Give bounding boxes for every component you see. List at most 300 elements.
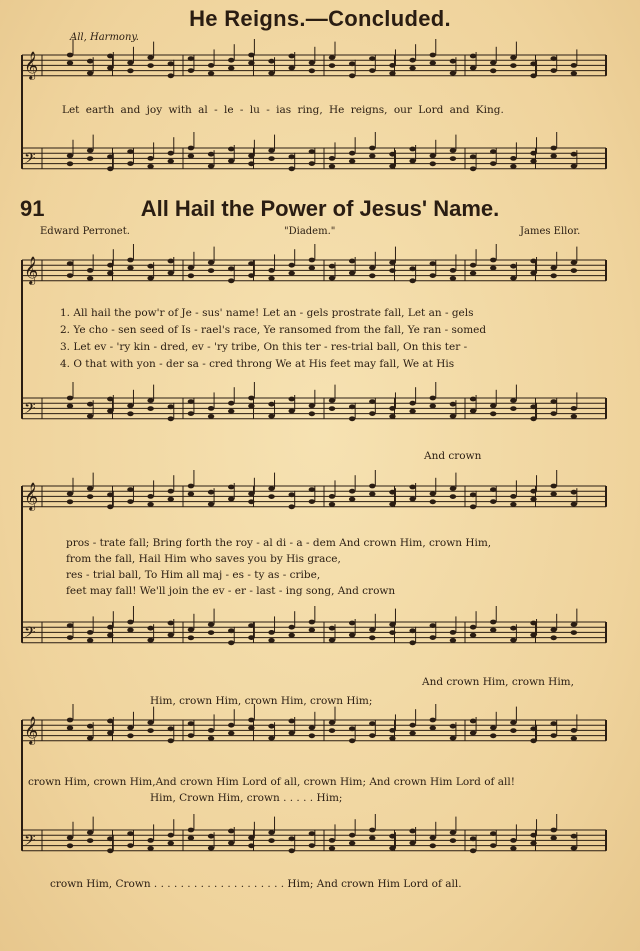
notehead xyxy=(67,491,73,496)
notehead xyxy=(147,846,153,851)
verse-line-2: 2. Ye cho - sen seed of Is - rael's race, Ye ransomed from the fall, Ye ran - somed xyxy=(60,324,487,336)
notehead xyxy=(309,487,315,492)
notehead xyxy=(208,622,214,627)
notehead xyxy=(168,271,174,276)
notehead xyxy=(510,494,516,499)
treble-clef-icon: 𝄞 xyxy=(24,256,39,284)
notehead xyxy=(228,401,234,406)
notehead xyxy=(510,398,516,403)
notehead xyxy=(188,492,194,497)
notehead xyxy=(490,68,496,73)
notehead xyxy=(470,633,476,638)
notehead xyxy=(550,399,556,404)
notehead xyxy=(188,146,194,151)
notehead xyxy=(329,638,335,643)
notehead xyxy=(430,718,436,723)
treble-clef-icon: 𝄞 xyxy=(24,482,39,510)
notehead xyxy=(510,502,516,507)
notehead xyxy=(228,723,234,728)
notehead xyxy=(510,626,516,631)
notehead xyxy=(530,151,536,156)
notehead xyxy=(530,61,536,66)
notehead xyxy=(127,628,133,633)
notehead xyxy=(248,623,254,628)
notehead xyxy=(248,61,254,66)
notehead xyxy=(188,721,194,726)
notehead xyxy=(510,276,516,281)
notehead xyxy=(369,411,375,416)
author: Edward Perronet. xyxy=(40,226,130,237)
notehead xyxy=(369,492,375,497)
notehead xyxy=(127,258,133,263)
notehead xyxy=(430,273,436,278)
verse2-line-3: res - trial ball, To Him all maj - es - ty as - cribe, xyxy=(66,569,321,581)
notehead xyxy=(67,161,73,166)
notehead xyxy=(369,273,375,278)
notehead xyxy=(430,835,436,840)
notehead xyxy=(571,846,577,851)
verse2-line-1: pros - trate fall; Bring forth the roy - al di - a - dem And crown Him, crown Him, xyxy=(66,537,492,549)
notehead xyxy=(147,626,153,631)
notehead xyxy=(430,499,436,504)
notehead xyxy=(470,504,476,509)
notehead xyxy=(369,836,375,841)
notehead xyxy=(490,843,496,848)
notehead xyxy=(430,491,436,496)
notehead xyxy=(430,153,436,158)
notehead xyxy=(107,731,113,736)
notehead xyxy=(309,266,315,271)
notehead xyxy=(510,638,516,643)
notehead xyxy=(510,164,516,169)
notehead xyxy=(571,834,577,839)
notehead xyxy=(389,164,395,169)
notehead xyxy=(450,736,456,741)
notehead xyxy=(228,497,234,502)
notehead xyxy=(228,628,234,633)
notehead xyxy=(389,406,395,411)
notehead xyxy=(67,273,73,278)
notehead xyxy=(248,273,254,278)
notehead xyxy=(288,731,294,736)
notehead xyxy=(450,724,456,729)
notehead xyxy=(268,71,274,76)
notehead xyxy=(107,719,113,724)
notehead xyxy=(349,833,355,838)
notehead xyxy=(329,494,335,499)
notehead xyxy=(430,623,436,628)
notehead xyxy=(389,414,395,419)
notehead xyxy=(248,53,254,58)
notehead xyxy=(329,63,335,68)
notehead xyxy=(571,728,577,733)
notehead xyxy=(127,266,133,271)
notehead xyxy=(550,68,556,73)
notehead xyxy=(550,411,556,416)
verse-line-4: 4. O that with yon - der sa - cred throng We at His feet may fall, We at His xyxy=(60,358,455,370)
notehead xyxy=(409,731,415,736)
notehead xyxy=(571,71,577,76)
notehead xyxy=(490,499,496,504)
notehead xyxy=(369,635,375,640)
notehead xyxy=(490,487,496,492)
notehead xyxy=(369,828,375,833)
notehead xyxy=(228,841,234,846)
notehead xyxy=(389,490,395,495)
notehead xyxy=(510,55,516,60)
notehead xyxy=(208,268,214,273)
notehead xyxy=(67,404,73,409)
notehead xyxy=(188,411,194,416)
notehead xyxy=(87,402,93,407)
notehead xyxy=(208,728,214,733)
notehead xyxy=(288,848,294,853)
notehead xyxy=(147,264,153,269)
notehead xyxy=(127,733,133,738)
notehead xyxy=(389,502,395,507)
notehead xyxy=(389,268,395,273)
notehead xyxy=(87,830,93,835)
notehead xyxy=(430,843,436,848)
notehead xyxy=(470,66,476,71)
notehead xyxy=(107,409,113,414)
notehead xyxy=(309,411,315,416)
notehead xyxy=(430,53,436,58)
notehead xyxy=(510,838,516,843)
notehead xyxy=(309,620,315,625)
notehead xyxy=(369,56,375,61)
notehead xyxy=(550,154,556,159)
notehead xyxy=(228,485,234,490)
notehead xyxy=(67,718,73,723)
notehead xyxy=(228,159,234,164)
notehead xyxy=(329,838,335,843)
notehead xyxy=(67,499,73,504)
notehead xyxy=(188,484,194,489)
notehead xyxy=(188,273,194,278)
hymn-number: 91 xyxy=(20,196,45,221)
notehead xyxy=(369,484,375,489)
notehead xyxy=(127,411,133,416)
notehead xyxy=(329,720,335,725)
notehead xyxy=(268,638,274,643)
notehead xyxy=(470,409,476,414)
notehead xyxy=(248,396,254,401)
notehead xyxy=(329,728,335,733)
notehead xyxy=(510,156,516,161)
notehead xyxy=(490,620,496,625)
notehead xyxy=(147,55,153,60)
notehead xyxy=(248,718,254,723)
notehead xyxy=(349,497,355,502)
notehead xyxy=(510,846,516,851)
alto-cue-4: Him, Crown Him, crown . . . . . Him; xyxy=(150,792,343,804)
notehead xyxy=(571,63,577,68)
notehead xyxy=(530,633,536,638)
notehead xyxy=(208,846,214,851)
notehead xyxy=(450,630,456,635)
notehead xyxy=(208,502,214,507)
notehead xyxy=(571,622,577,627)
notehead xyxy=(208,63,214,68)
notehead xyxy=(309,843,315,848)
notehead xyxy=(188,56,194,61)
notehead xyxy=(349,159,355,164)
notehead xyxy=(288,397,294,402)
notehead xyxy=(87,156,93,161)
notehead xyxy=(450,276,456,281)
notehead xyxy=(309,725,315,730)
notehead xyxy=(329,156,335,161)
notehead xyxy=(127,843,133,848)
notehead xyxy=(409,723,415,728)
notehead xyxy=(369,154,375,159)
notehead xyxy=(268,486,274,491)
verse2-line-2: from the fall, Hail Him who saves you by His grace, xyxy=(66,553,341,565)
notehead xyxy=(147,164,153,169)
notehead xyxy=(168,73,174,78)
notehead xyxy=(309,60,315,65)
notehead xyxy=(188,627,194,632)
verse2-line-4: feet may fall! We'll join the ev - er - last - ing song, And crown xyxy=(66,585,396,597)
notehead xyxy=(530,833,536,838)
notehead xyxy=(147,728,153,733)
treble-clef-icon: 𝄞 xyxy=(24,716,39,744)
notehead xyxy=(127,60,133,65)
verse-line-final: crown Him, crown Him,And crown Him Lord of all, crown Him; And crown Him Lord of all! xyxy=(28,776,515,788)
notehead xyxy=(409,628,415,633)
notehead xyxy=(571,164,577,169)
notehead xyxy=(268,276,274,281)
notehead xyxy=(450,156,456,161)
treble-clef-icon: 𝄞 xyxy=(24,51,39,79)
bass-clef-icon: 𝄢 xyxy=(24,150,36,171)
notehead xyxy=(389,846,395,851)
notehead xyxy=(329,626,335,631)
notehead xyxy=(107,66,113,71)
notehead xyxy=(309,161,315,166)
notehead xyxy=(450,638,456,643)
verse-line-3: 3. Let ev - 'ry kin - dred, ev - 'ry tribe, On this ter - res-trial ball, On this ter - xyxy=(60,341,468,353)
notehead xyxy=(409,58,415,63)
notehead xyxy=(268,59,274,64)
notehead xyxy=(288,836,294,841)
notehead xyxy=(329,502,335,507)
notehead xyxy=(409,159,415,164)
notehead xyxy=(450,268,456,273)
notehead xyxy=(268,402,274,407)
notehead xyxy=(268,268,274,273)
notehead xyxy=(288,504,294,509)
notehead xyxy=(430,404,436,409)
notehead xyxy=(188,635,194,640)
notehead xyxy=(550,828,556,833)
notehead xyxy=(430,726,436,731)
notehead xyxy=(188,828,194,833)
notehead xyxy=(550,56,556,61)
notehead xyxy=(430,635,436,640)
notehead xyxy=(228,409,234,414)
notehead xyxy=(87,276,93,281)
notehead xyxy=(168,404,174,409)
notehead xyxy=(490,266,496,271)
notehead xyxy=(430,396,436,401)
notehead xyxy=(67,635,73,640)
notehead xyxy=(409,841,415,846)
notehead xyxy=(87,268,93,273)
notehead xyxy=(349,489,355,494)
notehead xyxy=(389,152,395,157)
notehead xyxy=(87,724,93,729)
notehead xyxy=(87,630,93,635)
notehead xyxy=(248,499,254,504)
notehead xyxy=(309,149,315,154)
notehead xyxy=(147,502,153,507)
notehead xyxy=(409,66,415,71)
notehead xyxy=(268,148,274,153)
notehead xyxy=(349,738,355,743)
notehead xyxy=(288,154,294,159)
notehead xyxy=(490,60,496,65)
notehead xyxy=(349,61,355,66)
notehead xyxy=(107,836,113,841)
notehead xyxy=(168,841,174,846)
notehead xyxy=(470,731,476,736)
bass-clef-icon: 𝄢 xyxy=(24,624,36,645)
notehead xyxy=(228,640,234,645)
notehead xyxy=(450,486,456,491)
notehead xyxy=(208,414,214,419)
notehead xyxy=(168,489,174,494)
notehead xyxy=(490,725,496,730)
notehead xyxy=(329,406,335,411)
notehead xyxy=(87,71,93,76)
notehead xyxy=(87,414,93,419)
notehead xyxy=(530,738,536,743)
notehead xyxy=(168,497,174,502)
notehead xyxy=(127,161,133,166)
notehead xyxy=(288,492,294,497)
notehead xyxy=(470,263,476,268)
notehead xyxy=(168,738,174,743)
notehead xyxy=(490,258,496,263)
notehead xyxy=(329,398,335,403)
notehead xyxy=(510,720,516,725)
notehead xyxy=(127,149,133,154)
notehead xyxy=(369,721,375,726)
notehead xyxy=(490,161,496,166)
notehead xyxy=(409,485,415,490)
notehead xyxy=(470,848,476,853)
notehead xyxy=(530,489,536,494)
notehead xyxy=(208,834,214,839)
notehead xyxy=(470,719,476,724)
notehead xyxy=(571,152,577,157)
notehead xyxy=(490,628,496,633)
notehead xyxy=(329,164,335,169)
notehead xyxy=(127,68,133,73)
notehead xyxy=(309,258,315,263)
notehead xyxy=(369,627,375,632)
notehead xyxy=(530,726,536,731)
notehead xyxy=(450,830,456,835)
notehead xyxy=(87,486,93,491)
notehead xyxy=(268,630,274,635)
notehead xyxy=(67,153,73,158)
notehead xyxy=(168,159,174,164)
notehead xyxy=(248,726,254,731)
notehead xyxy=(147,720,153,725)
notehead xyxy=(530,416,536,421)
notehead xyxy=(329,846,335,851)
notehead xyxy=(67,835,73,840)
notehead xyxy=(571,502,577,507)
notehead xyxy=(450,59,456,64)
notehead xyxy=(490,831,496,836)
notehead xyxy=(349,416,355,421)
notehead xyxy=(248,261,254,266)
notehead xyxy=(389,71,395,76)
notehead xyxy=(409,497,415,502)
bass-cue-4: crown Him, Crown . . . . . . . . . . . . . . . . . . . . Him; And crown Him Lord of all. xyxy=(50,878,462,890)
notehead xyxy=(470,54,476,59)
notehead xyxy=(409,640,415,645)
notehead xyxy=(530,159,536,164)
notehead xyxy=(188,265,194,270)
notehead xyxy=(530,271,536,276)
notehead xyxy=(147,494,153,499)
notehead xyxy=(571,268,577,273)
notehead xyxy=(188,836,194,841)
notehead xyxy=(268,736,274,741)
notehead xyxy=(349,621,355,626)
notehead xyxy=(550,635,556,640)
continued-title: He Reigns.—Concluded. xyxy=(189,6,451,31)
notehead xyxy=(550,273,556,278)
notehead xyxy=(147,406,153,411)
notehead xyxy=(107,625,113,630)
notehead xyxy=(349,633,355,638)
notehead xyxy=(389,630,395,635)
notehead xyxy=(188,154,194,159)
notehead xyxy=(470,166,476,171)
notehead xyxy=(107,492,113,497)
bass-clef-icon: 𝄢 xyxy=(24,400,36,421)
notehead xyxy=(147,63,153,68)
notehead xyxy=(107,504,113,509)
notehead xyxy=(369,733,375,738)
notehead xyxy=(490,733,496,738)
notehead xyxy=(67,396,73,401)
notehead xyxy=(228,829,234,834)
notehead xyxy=(107,271,113,276)
notehead xyxy=(107,848,113,853)
notehead xyxy=(228,58,234,63)
notehead xyxy=(349,259,355,264)
notehead xyxy=(268,156,274,161)
notehead xyxy=(470,271,476,276)
notehead xyxy=(168,833,174,838)
notehead xyxy=(208,490,214,495)
notehead xyxy=(470,836,476,841)
tune-name: "Diadem." xyxy=(284,226,336,237)
notehead xyxy=(127,403,133,408)
notehead xyxy=(208,164,214,169)
notehead xyxy=(550,265,556,270)
notehead xyxy=(208,260,214,265)
notehead xyxy=(268,724,274,729)
notehead xyxy=(147,276,153,281)
